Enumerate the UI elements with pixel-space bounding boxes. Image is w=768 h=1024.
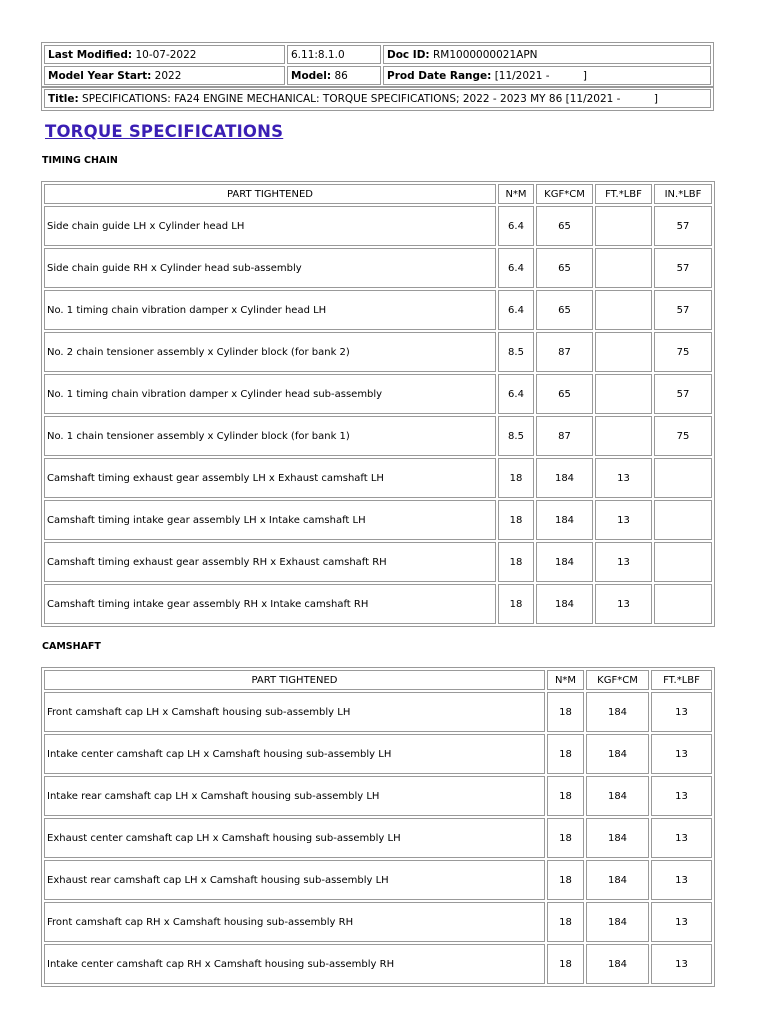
torque-value-cell: 13 [651,692,712,732]
table-row [44,332,712,372]
torque-value-cell: 75 [654,416,712,456]
part-cell: No. 1 timing chain vibration damper x Cylinder head LH [44,290,496,330]
torque-value-cell: 65 [536,374,593,414]
model-year-cell [44,66,285,85]
torque-value-cell: 57 [654,248,712,288]
prod-date-cell [383,66,711,85]
prod-date-label: Prod Date Range: [387,69,492,82]
table-row [44,944,712,984]
torque-value-cell: 75 [654,332,712,372]
doc-title-cell [44,89,711,108]
torque-value-cell: 13 [651,734,712,774]
model-value: 86 [334,69,348,82]
torque-value-cell [654,584,712,624]
timing-chain-table [41,181,715,627]
doc-title-table [41,86,714,111]
torque-value-cell: 87 [536,332,593,372]
table-row [44,290,712,330]
torque-value-cell [595,416,652,456]
part-cell: Camshaft timing exhaust gear assembly RH x Exhaust camshaft RH [44,542,496,582]
torque-value-cell: 184 [586,944,649,984]
table-row [44,416,712,456]
prod-date-value: [11/2021 - ] [494,69,588,82]
table-row [44,902,712,942]
torque-value-cell [654,458,712,498]
torque-value-cell: 18 [547,776,584,816]
torque-value-cell: 8.5 [498,416,534,456]
doc-header-row [44,66,711,85]
part-cell: No. 1 chain tensioner assembly x Cylinder block (for bank 1) [44,416,496,456]
column-header: KGF*CM [586,670,649,690]
torque-value-cell: 13 [595,500,652,540]
column-header: FT.*LBF [651,670,712,690]
torque-value-cell [595,374,652,414]
doc-header-row [44,45,711,64]
model-label: Model: [291,69,332,82]
model-year-value: 2022 [154,69,182,82]
torque-value-cell: 18 [498,584,534,624]
torque-value-cell: 57 [654,374,712,414]
doc-id-value: RM1000000021APN [432,48,538,61]
part-cell: Intake center camshaft cap LH x Camshaft housing sub-assembly LH [44,734,545,774]
torque-value-cell [595,332,652,372]
torque-value-cell: 184 [536,500,593,540]
model-cell [287,66,381,85]
torque-value-cell: 18 [547,818,584,858]
table-row [44,818,712,858]
table-row [44,776,712,816]
doc-id-label: Doc ID: [387,48,430,61]
table-row [44,458,712,498]
torque-value-cell [595,248,652,288]
torque-value-cell: 18 [498,500,534,540]
table-row [44,248,712,288]
torque-value-cell: 184 [536,542,593,582]
part-cell: No. 2 chain tensioner assembly x Cylinder block (for bank 2) [44,332,496,372]
page-title[interactable]: TORQUE SPECIFICATIONS [45,122,284,141]
camshaft-table [41,667,715,987]
doc-title-value: SPECIFICATIONS: FA24 ENGINE MECHANICAL: TORQUE SPECIFICATIONS; 2022 - 2023 MY 86 [11/2021 - ] [82,92,658,105]
torque-value-cell: 65 [536,206,593,246]
table-header-row [44,184,712,204]
torque-value-cell: 184 [586,902,649,942]
part-cell: Exhaust rear camshaft cap LH x Camshaft housing sub-assembly LH [44,860,545,900]
torque-value-cell [595,290,652,330]
torque-value-cell: 18 [547,902,584,942]
table-row [44,584,712,624]
part-cell: Front camshaft cap LH x Camshaft housing sub-assembly LH [44,692,545,732]
torque-value-cell: 13 [595,584,652,624]
part-cell: Camshaft timing intake gear assembly LH x Intake camshaft LH [44,500,496,540]
torque-value-cell: 57 [654,290,712,330]
last-modified-value: 10-07-2022 [135,48,197,61]
torque-value-cell: 65 [536,248,593,288]
torque-value-cell: 184 [586,692,649,732]
doc-title-label: Title: [48,92,79,105]
torque-value-cell: 8.5 [498,332,534,372]
table-row [44,374,712,414]
torque-value-cell: 184 [586,734,649,774]
torque-value-cell: 18 [547,860,584,900]
torque-value-cell: 18 [498,458,534,498]
torque-value-cell: 184 [536,458,593,498]
torque-value-cell: 18 [498,542,534,582]
torque-value-cell: 13 [651,944,712,984]
torque-value-cell: 6.4 [498,290,534,330]
torque-value-cell: 184 [536,584,593,624]
part-cell: No. 1 timing chain vibration damper x Cylinder head sub-assembly [44,374,496,414]
last-modified-label: Last Modified: [48,48,133,61]
table-header-row [44,670,712,690]
table-row [44,542,712,582]
torque-value-cell: 13 [651,902,712,942]
torque-value-cell: 184 [586,776,649,816]
table-row [44,860,712,900]
column-header: IN.*LBF [654,184,712,204]
table-row [44,734,712,774]
torque-value-cell [654,542,712,582]
column-header: PART TIGHTENED [44,184,496,204]
torque-value-cell: 18 [547,734,584,774]
part-cell: Camshaft timing exhaust gear assembly LH x Exhaust camshaft LH [44,458,496,498]
torque-value-cell [595,206,652,246]
column-header: PART TIGHTENED [44,670,545,690]
torque-value-cell: 65 [536,290,593,330]
torque-value-cell: 18 [547,692,584,732]
torque-value-cell: 6.4 [498,248,534,288]
section-heading-timing-chain: TIMING CHAIN [42,155,118,166]
torque-value-cell: 13 [651,818,712,858]
torque-value-cell: 18 [547,944,584,984]
doc-title-row [44,89,711,108]
table-row [44,500,712,540]
torque-value-cell: 87 [536,416,593,456]
torque-value-cell: 6.4 [498,374,534,414]
torque-value-cell: 13 [651,776,712,816]
part-cell: Camshaft timing intake gear assembly RH x Intake camshaft RH [44,584,496,624]
part-cell: Side chain guide RH x Cylinder head sub-assembly [44,248,496,288]
doc-header-table [41,42,714,88]
torque-value-cell: 57 [654,206,712,246]
part-cell: Side chain guide LH x Cylinder head LH [44,206,496,246]
column-header: FT.*LBF [595,184,652,204]
part-cell: Front camshaft cap RH x Camshaft housing sub-assembly RH [44,902,545,942]
doc-id-cell [383,45,711,64]
section-heading-camshaft: CAMSHAFT [42,641,101,652]
version-cell: 6.11:8.1.0 [287,45,381,64]
part-cell: Intake center camshaft cap RH x Camshaft housing sub-assembly RH [44,944,545,984]
torque-value-cell: 13 [651,860,712,900]
column-header: N*M [498,184,534,204]
model-year-label: Model Year Start: [48,69,152,82]
torque-value-cell: 13 [595,542,652,582]
last-modified-cell [44,45,285,64]
torque-value-cell: 6.4 [498,206,534,246]
torque-value-cell [654,500,712,540]
torque-value-cell: 13 [595,458,652,498]
torque-value-cell: 184 [586,860,649,900]
table-row [44,206,712,246]
torque-value-cell: 184 [586,818,649,858]
part-cell: Intake rear camshaft cap LH x Camshaft housing sub-assembly LH [44,776,545,816]
column-header: KGF*CM [536,184,593,204]
part-cell: Exhaust center camshaft cap LH x Camshaft housing sub-assembly LH [44,818,545,858]
column-header: N*M [547,670,584,690]
table-row [44,692,712,732]
